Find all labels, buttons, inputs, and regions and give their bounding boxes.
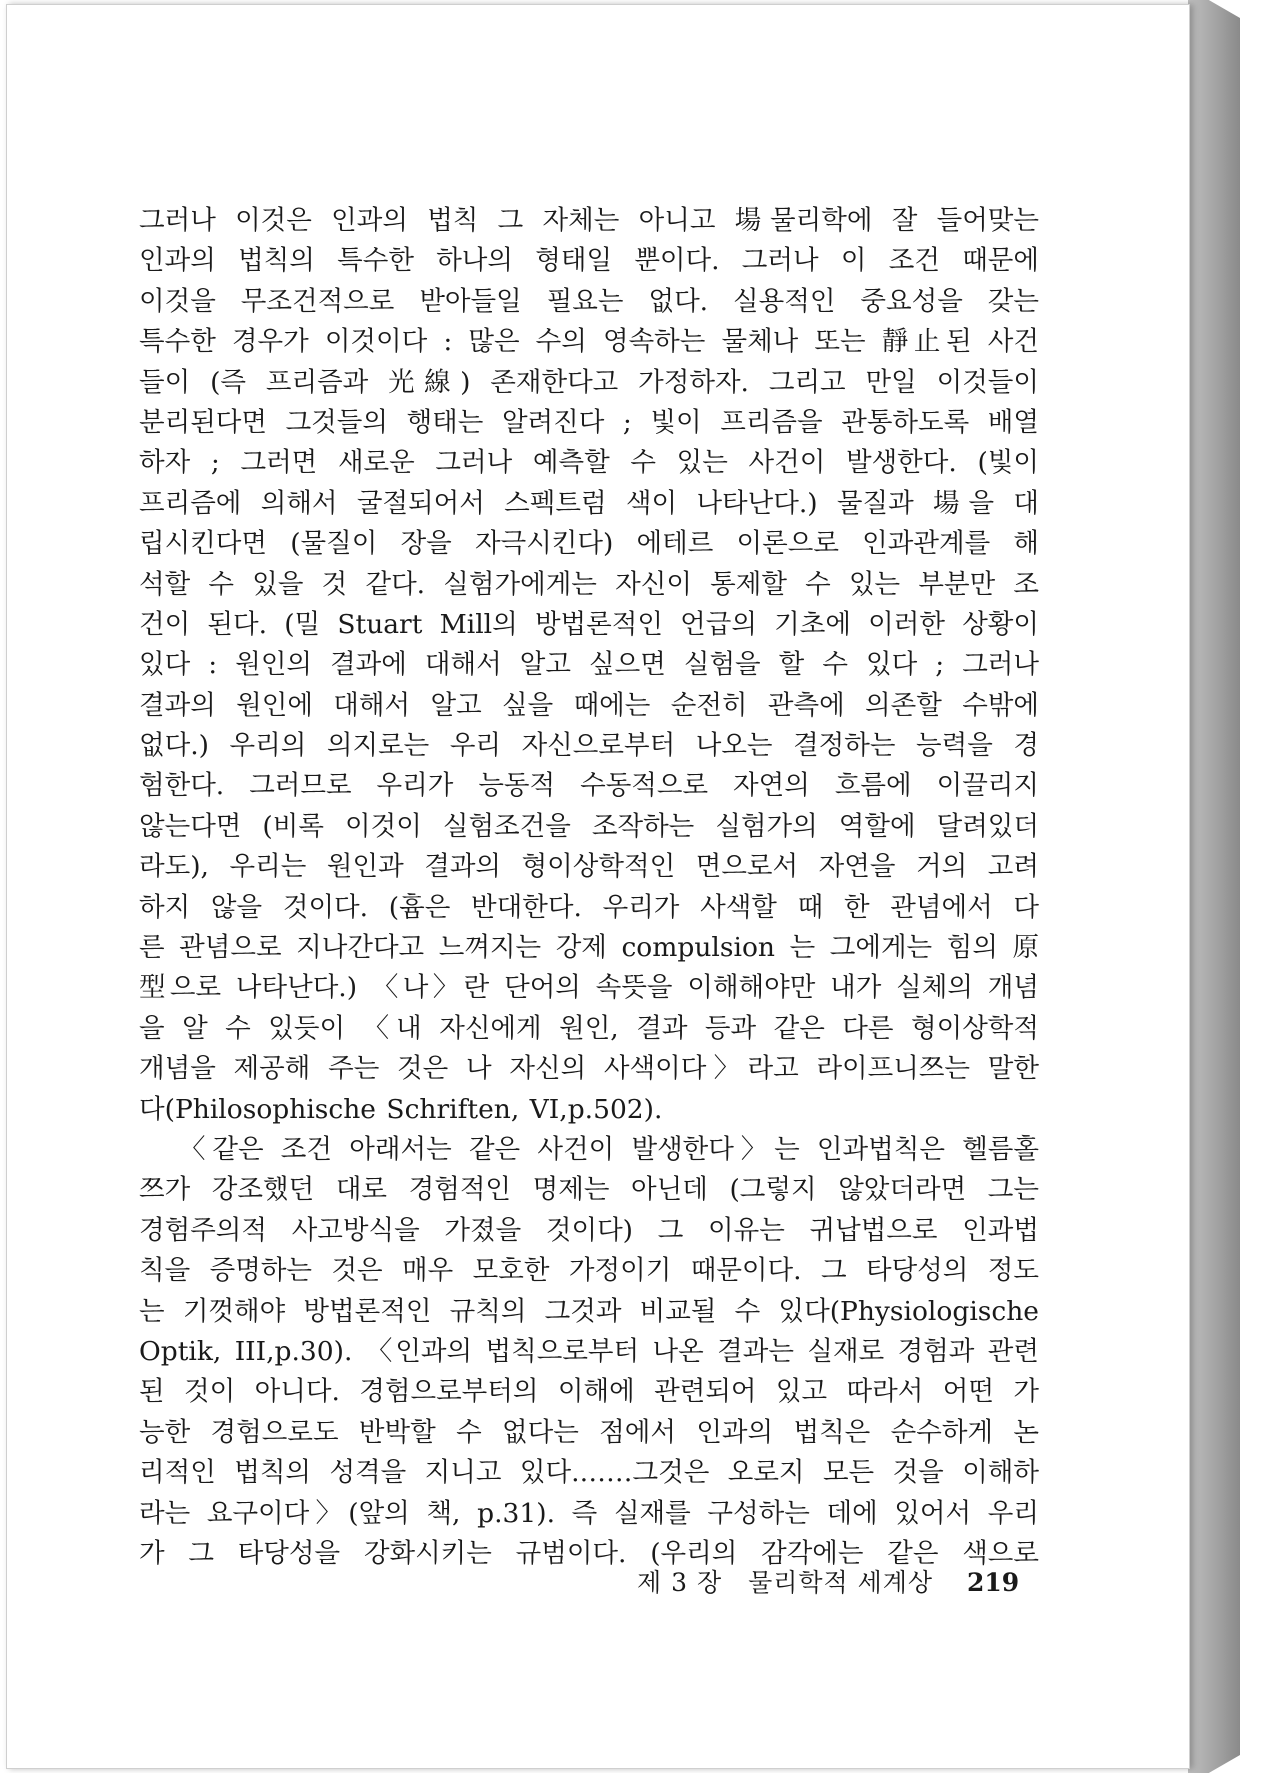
text-line: 을 알 수 있듯이 〈내 자신에게 원인, 결과 등과 같은 다른 형이상학적 xyxy=(139,1012,1039,1044)
chapter-title: 물리학적 세계상 xyxy=(748,1568,934,1597)
text-line: 들이 (즉 프리즘과 光線) 존재한다고 가정하자. 그리고 만일 이것들이 xyxy=(139,366,1039,398)
text-line: 있다 : 원인의 결과에 대해서 알고 싶으면 실험을 할 수 있다 ; 그러나 xyxy=(139,649,1039,681)
text-line: 험한다. 그러므로 우리가 능동적 수동적으로 자연의 흐름에 이끌리지 xyxy=(139,770,1039,802)
text-line: 라도), 우리는 원인과 결과의 형이상학적인 면으로서 자연을 거의 고려 xyxy=(139,851,1039,883)
text-line: 프리즘에 의해서 굴절되어서 스펙트럼 색이 나타난다.) 물질과 場을 대 xyxy=(139,487,1039,519)
text-line: 립시킨다면 (물질이 장을 자극시킨다) 에테르 이론으로 인과관계를 해 xyxy=(139,528,1039,560)
text-line: 이것을 무조건적으로 받아들일 필요는 없다. 실용적인 중요성을 갖는 xyxy=(139,285,1039,317)
text-line: 가 그 타당성을 강화시키는 규범이다. (우리의 감각에는 같은 색으로 xyxy=(139,1537,1039,1569)
text-line: 능한 경험으로도 반박할 수 없다는 점에서 인과의 법칙은 순수하게 논 xyxy=(139,1416,1039,1448)
text-line: 않는다면 (비록 이것이 실험조건을 조작하는 실험가의 역할에 달려있더 xyxy=(139,810,1039,842)
page-footer xyxy=(637,1563,1037,1599)
text-line: 건이 된다. (밀 Stuart Mill의 방법론적인 언급의 기초에 이러한 상황이 xyxy=(139,608,1039,640)
text-line: 른 관념으로 지나간다고 느껴지는 강제 compulsion 는 그에게는 힘의 原 xyxy=(139,932,1039,964)
text-line: 리적인 법칙의 성격을 지니고 있다.……그것은 오로지 모든 것을 이해하 xyxy=(139,1457,1039,1489)
paragraph-start-line: 〈같은 조건 아래서는 같은 사건이 발생한다〉는 인과법칙은 헬름홀 xyxy=(179,1133,1039,1165)
text-line: 된 것이 아니다. 경험으로부터의 이해에 관련되어 있고 따라서 어떤 가 xyxy=(139,1376,1039,1408)
text-line: 분리된다면 그것들의 행태는 알려진다 ; 빛이 프리즘을 관통하도록 배열 xyxy=(139,406,1039,438)
text-line: Optik, III,p.30). 〈인과의 법칙으로부터 나온 결과는 실재로 경험과 관련 xyxy=(139,1335,1039,1367)
text-line: 쯔가 강조했던 대로 경험적인 명제는 아닌데 (그렇지 않았더라면 그는 xyxy=(139,1174,1039,1206)
book-page xyxy=(6,4,1190,1769)
paragraph-end-line: 다(Philosophische Schriften, VI,p.502). xyxy=(139,1093,663,1125)
page-edge xyxy=(1188,0,1240,1773)
text-line: 라는 요구이다〉(앞의 책, p.31). 즉 실재를 구성하는 데에 있어서 우리 xyxy=(139,1497,1039,1529)
text-line: 인과의 법칙의 특수한 하나의 형태일 뿐이다. 그러나 이 조건 때문에 xyxy=(139,245,1039,277)
text-line: 型으로 나타난다.) 〈나〉란 단어의 속뜻을 이해해야만 내가 실체의 개념 xyxy=(139,972,1039,1004)
text-line: 없다.) 우리의 의지로는 우리 자신으로부터 나오는 결정하는 능력을 경 xyxy=(139,730,1039,762)
chapter-label: 제 3 장 xyxy=(637,1568,723,1597)
text-line: 개념을 제공해 주는 것은 나 자신의 사색이다〉라고 라이프니쯔는 말한 xyxy=(139,1053,1039,1085)
text-line: 특수한 경우가 이것이다 : 많은 수의 영속하는 물체나 또는 靜止된 사건 xyxy=(139,326,1039,358)
text-line: 석할 수 있을 것 같다. 실험가에게는 자신이 통제할 수 있는 부분만 조 xyxy=(139,568,1039,600)
text-line: 칙을 증명하는 것은 매우 모호한 가정이기 때문이다. 그 타당성의 정도 xyxy=(139,1255,1039,1287)
text-line: 경험주의적 사고방식을 가졌을 것이다) 그 이유는 귀납법으로 인과법 xyxy=(139,1214,1039,1246)
text-line: 그러나 이것은 인과의 법칙 그 자체는 아니고 場물리학에 잘 들어맞는 xyxy=(139,205,1039,236)
text-line: 하지 않을 것이다. (흄은 반대한다. 우리가 사색할 때 한 관념에서 다 xyxy=(139,891,1039,923)
page-number: 219 xyxy=(967,1568,1020,1597)
text-line: 는 기껏해야 방법론적인 규칙의 그것과 비교될 수 있다(Physiologische xyxy=(139,1295,1039,1327)
body-text xyxy=(139,201,1039,1574)
text-line: 하자 ; 그러면 새로운 그러나 예측할 수 있는 사건이 발생한다. (빛이 xyxy=(139,447,1039,479)
text-line: 결과의 원인에 대해서 알고 싶을 때에는 순전히 관측에 의존할 수밖에 xyxy=(139,689,1039,721)
